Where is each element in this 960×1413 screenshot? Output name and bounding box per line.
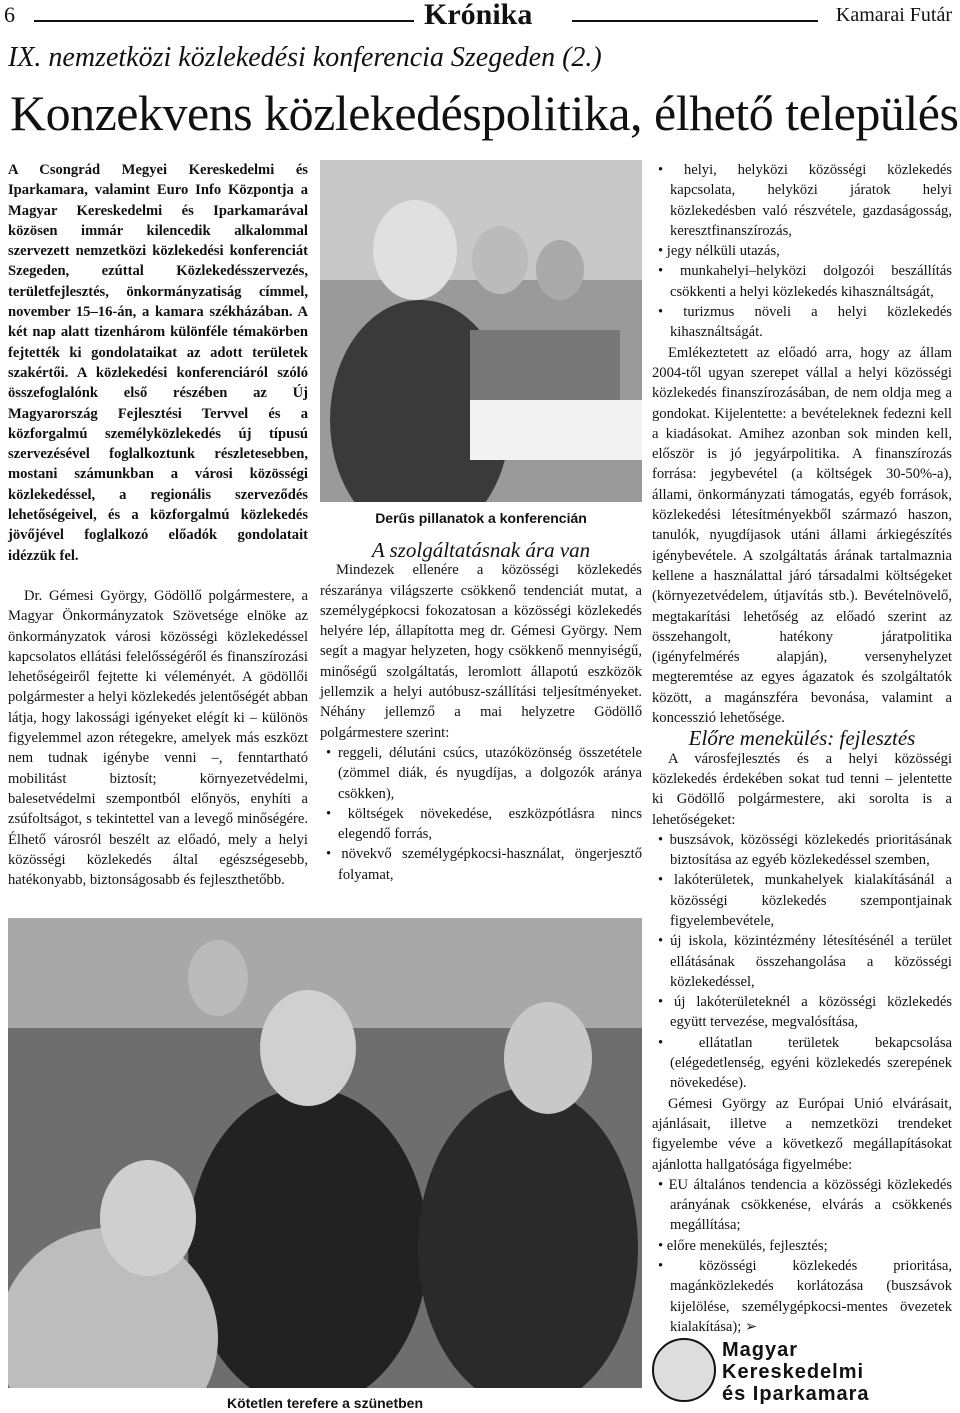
bullet-item: • előre menekülés, fejlesztés; (658, 1237, 828, 1254)
publication-name: Kamarai Futár (835, 4, 952, 26)
photo-image (8, 918, 642, 1388)
bullet-item: • lakóterületek, munkahelyek kialakításánál a közösségi közlekedés szempontjainak figyelembevétele, (658, 872, 952, 929)
section-heading: Előre menekülés: fejlesztés (688, 726, 916, 751)
body-paragraph: Dr. Gémesi György, Gödöllő polgármestere, a Magyar Önkormányzatok Szövetsége elnöke az önkormányzatok városi közösségi közlekedéssel kapcsolatos ellátási felelősségéről és finanszírozási lehetőségeiről fejtette ki véleményét. A gödöllői polgármester a helyi közlekedés jelentőségét abban látja, hogy lakossági igényeket elégít ki – különös figyelemmel azon rétegekre, amelyek más eszközt nem tudnak igénybe venni –, fenntartható mobilitást biztosít; környezetvédelmi, balesetvédelmi szempontból előnyös, enyhíti a zsúfoltságot, s tekintettel van a levegő minőségére. Élhető városról beszélt az előadó, mely a helyi közösségi közlekedés által egészségesebb, hatékonyabb, biztonságosabb és fejleszthetőbb. (8, 587, 308, 889)
lead-paragraph: A Csongrád Megyei Kereskedelmi és Iparkamara, valamint Euro Info Központja a Magyar Kereskedelmi és Iparkamarával közösen immár kilencedik alkalommal szervezett nemzetközi közlekedési konferenciát Szegeden, ezúttal Közlekedésszervezés, területfejlesztés, önkormányzatiság címmel, november 15–16-án, a kamara székházában. A két nap alatt tizenhárom különféle témakörben fejtették ki gondolataikat az adott területek szakértői. A közlekedési konferenciáról szóló összefoglalónk első részében az Új Magyarország Fejlesztési Tervvel és a közforgalmú személyközlekedés új típusú szervezésével foglalkoztunk részletesebben, mostani számunkban a városi közösségi közlekedéssel, a regionális szerveződés lehetőségeivel, és a közforgalmú közlekedés jövőjével foglalkozó előadók gondolatait idézzük fel. (8, 162, 308, 564)
article-title: Konzekvens közlekedéspolitika, élhető település (10, 85, 959, 141)
section-name: Krónika (424, 0, 533, 31)
logo-line: és Iparkamara (722, 1383, 870, 1405)
bullet-item: • költségek növekedése, eszközpótlásra nincs elegendő forrás, (326, 805, 642, 843)
column-right (652, 160, 952, 1337)
bullet-item: • helyi, helyközi közösségi közlekedés kapcsolata, helyközi járatok helyi közlekedésben való részvétele, gazdaságosság, keresztfinanszírozás, (658, 162, 952, 239)
bullet-item: • reggeli, délutáni csúcs, utazóközönség összetétele (zömmel diák, és nyugdíjas, a dolgozók aránya csökken), (326, 744, 642, 802)
body-paragraph: A városfejlesztés és a helyi közösségi közlekedés érdekében sokat tud tenni – jelentette ki Gödöllő polgármestere, aki sorolta is a lehetőségeket: (652, 750, 952, 828)
chamber-logo (652, 1338, 932, 1408)
conference-photo (320, 160, 642, 502)
bullet-item: • új lakóterületeknél a közösségi közlekedés együtt tervezése, megvalósítása, (658, 994, 952, 1031)
bullet-item: • ellátatlan területek bekapcsolása (elégedetlenség, egyéni közlekedés szerepének növekedése). (658, 1034, 952, 1092)
header-rule-left (34, 20, 414, 22)
bullet-item: • buszsávok, közösségi közlekedés prioritásának biztosítása az egyéb közlekedéssel szemben, (658, 831, 952, 869)
page-header (0, 0, 960, 40)
logo-line: Magyar (722, 1339, 799, 1361)
section-heading: A szolgáltatásnak ára van (371, 538, 591, 562)
bullet-item: • új iskola, közintézmény létesítésénél a terület ellátásának összehangolása a közösségi közlekedéssel, (658, 933, 952, 990)
article-kicker: IX. nemzetközi közlekedési konferencia Szegeden (2.) (8, 42, 602, 73)
body-paragraph: Emlékeztetett az előadó arra, hogy az állam 2004-től ugyan szerepet vállal a helyi közösségi közlekedés finanszírozásában, de nem oldja meg a gondokat. Kijelentette: a bevételeknek fedezni kell a kiadásokat. Amihez azonban sok minden kell, először is jó jegyárpolitika. A finanszírozás forrása: jegybevétel (a költségek 30-50%-a), állami, önkormányzati támogatás, egyéb források, közlekedési létesítményekből származó haszon, tanulók, nyugdíjasok utáni állami árkiegészítés igénybevétele. A szolgáltatás árának tartalmaznia kellene a használattal járó társadalmi költségeket (környezetvédelem, útjavítás stb.). Bevételnövelő, megtakarítási lehetőség az előadó szerint az összehangolt, hatékony járatpolitika (igényfelmérés alapján), versenyhelyzet megteremtése az egyes ágazatok és szolgáltatók között, a magánszféra bevonása, valamint a koncesszió lehetősége. (652, 344, 952, 727)
body-paragraph: Mindezek ellenére a közösségi közlekedés részaránya világszerte csökkenő tendenciát mutat, a személygépkocsi fokozatosan a közösségi közlekedés helyére lép, állapította meg dr. Gémesi György. Nem segít a magyar helyzeten, hogy csökkenő mennyiségű, minőségű szolgáltatás, leromlott állapotú eszközök jellemzik a helyi autóbusz-szállítási teljesítményeket. Néhány jellemző a mai helyzetre Gödöllő polgármestere szerint: (320, 562, 642, 741)
bullet-item: • jegy nélküli utazás, (658, 243, 780, 260)
bullet-item: • növekvő személygépkocsi-használat, öngerjesztő folyamat, (326, 846, 642, 883)
bullet-item: • EU általános tendencia a közösségi közlekedés arányának csökkenése, elvárás a csökkenés megállítása; (658, 1176, 952, 1234)
bullet-item: • turizmus növeli a helyi közlekedés kihasználtságát. (658, 304, 952, 341)
logo-line: Kereskedelmi (722, 1361, 865, 1383)
continue-arrow-icon: ➢ (744, 1318, 758, 1335)
header-rule-right (572, 20, 818, 22)
break-photo (8, 918, 642, 1388)
bullet-item: • munkahelyi–helyközi dolgozói beszállítás csökkenti a helyi közlekedés kihasználtságát, (658, 263, 952, 300)
body-paragraph: Gémesi György az Európai Unió elvárásait, ajánlásait, illetve a nemzetközi trendeket figyelembe véve a következő megállapításokat ajánlotta hallgatósága figyelmébe: (652, 1095, 952, 1173)
bullet-item: • közösségi közlekedés prioritása, magánközlekedés korlátozása (buszsávok kijelölése, személygépkocsi-mentes övezetek kialakítása); ➢ (658, 1258, 952, 1335)
photo-caption: Kötetlen terefere a szünetben (226, 1395, 424, 1411)
page-number: 6 (4, 2, 15, 27)
photo-image (320, 160, 642, 502)
photo-caption: Derűs pillanatok a konferencián (375, 510, 587, 526)
column-middle (320, 540, 642, 885)
seal-icon (652, 1338, 716, 1402)
column-left (8, 160, 308, 890)
